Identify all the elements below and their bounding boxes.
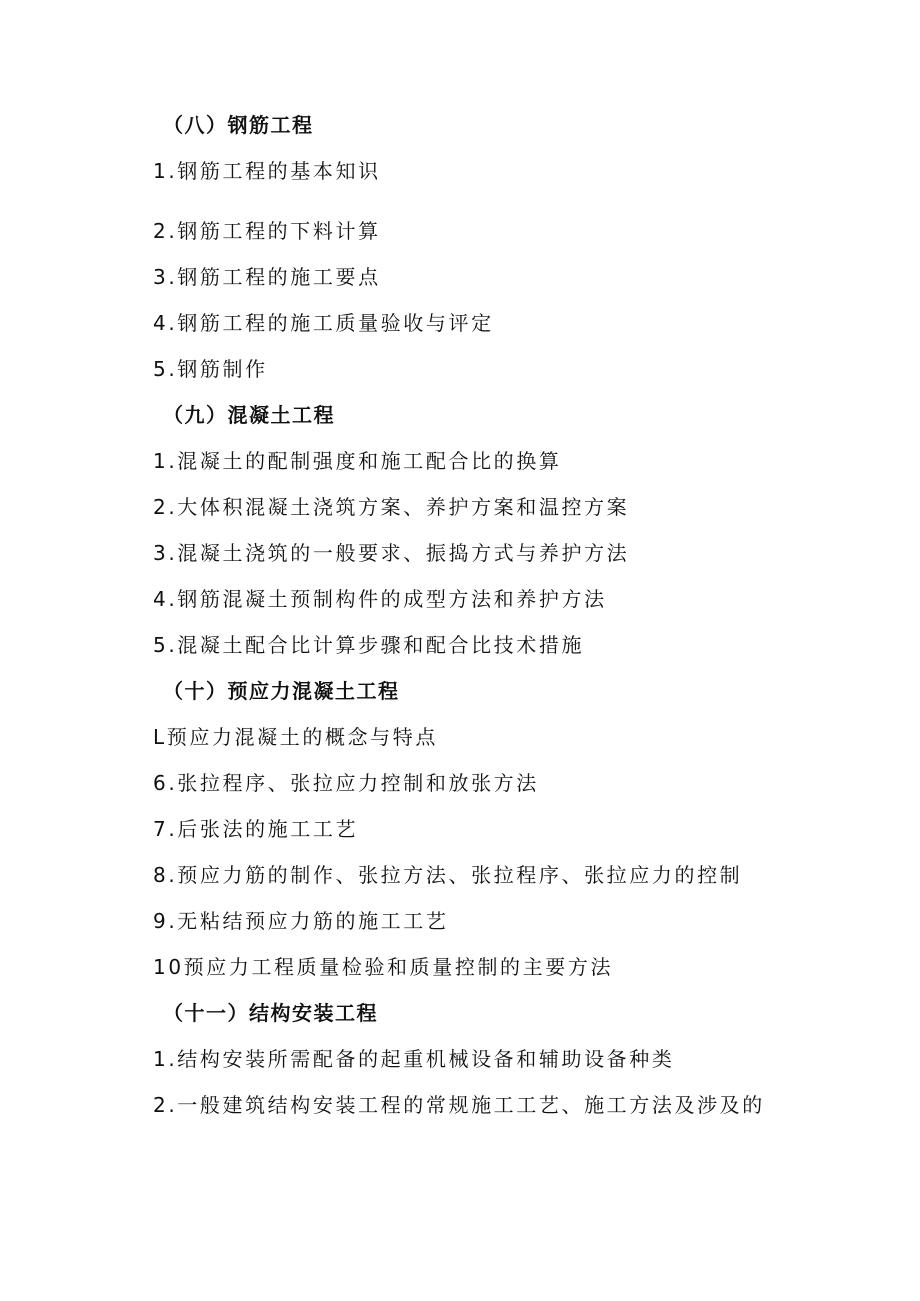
list-item: 4.钢筋工程的施工质量验收与评定 [153, 311, 494, 335]
list-item: 2.钢筋工程的下料计算 [153, 219, 381, 243]
list-item: 3.钢筋工程的施工要点 [153, 265, 381, 289]
list-item: 6.张拉程序、张拉应力控制和放张方法 [153, 771, 539, 795]
list-item: 5.混凝土配合比计算步骤和配合比技术措施 [153, 633, 585, 657]
list-item: 1.混凝土的配制强度和施工配合比的换算 [153, 449, 562, 473]
list-item: 9.无粘结预应力筋的施工工艺 [153, 909, 449, 933]
list-item: 2.大体积混凝土浇筑方案、养护方案和温控方案 [153, 495, 630, 519]
section-heading-10: （十）预应力混凝土工程 [163, 679, 400, 703]
list-item: L预应力混凝土的概念与特点 [153, 725, 438, 749]
list-item: 4.钢筋混凝土预制构件的成型方法和养护方法 [153, 587, 607, 611]
list-item: 7.后张法的施工工艺 [153, 817, 359, 841]
list-item: 5.钢筋制作 [153, 357, 268, 381]
list-item: 1.结构安装所需配备的起重机械设备和辅助设备种类 [153, 1047, 675, 1071]
list-item: 3.混凝土浇筑的一般要求、振捣方式与养护方法 [153, 541, 630, 565]
list-item: 2.一般建筑结构安装工程的常规施工工艺、施工方法及涉及的 [153, 1093, 765, 1117]
list-item: 8.预应力筋的制作、张拉方法、张拉程序、张拉应力的控制 [153, 863, 743, 887]
section-heading-9: （九）混凝土工程 [163, 403, 335, 427]
list-item: 10预应力工程质量检验和质量控制的主要方法 [153, 955, 614, 979]
list-item: 1.钢筋工程的基本知识 [153, 159, 381, 183]
section-heading-8: （八）钢筋工程 [163, 113, 314, 137]
section-heading-11: （十一）结构安装工程 [163, 1001, 378, 1025]
